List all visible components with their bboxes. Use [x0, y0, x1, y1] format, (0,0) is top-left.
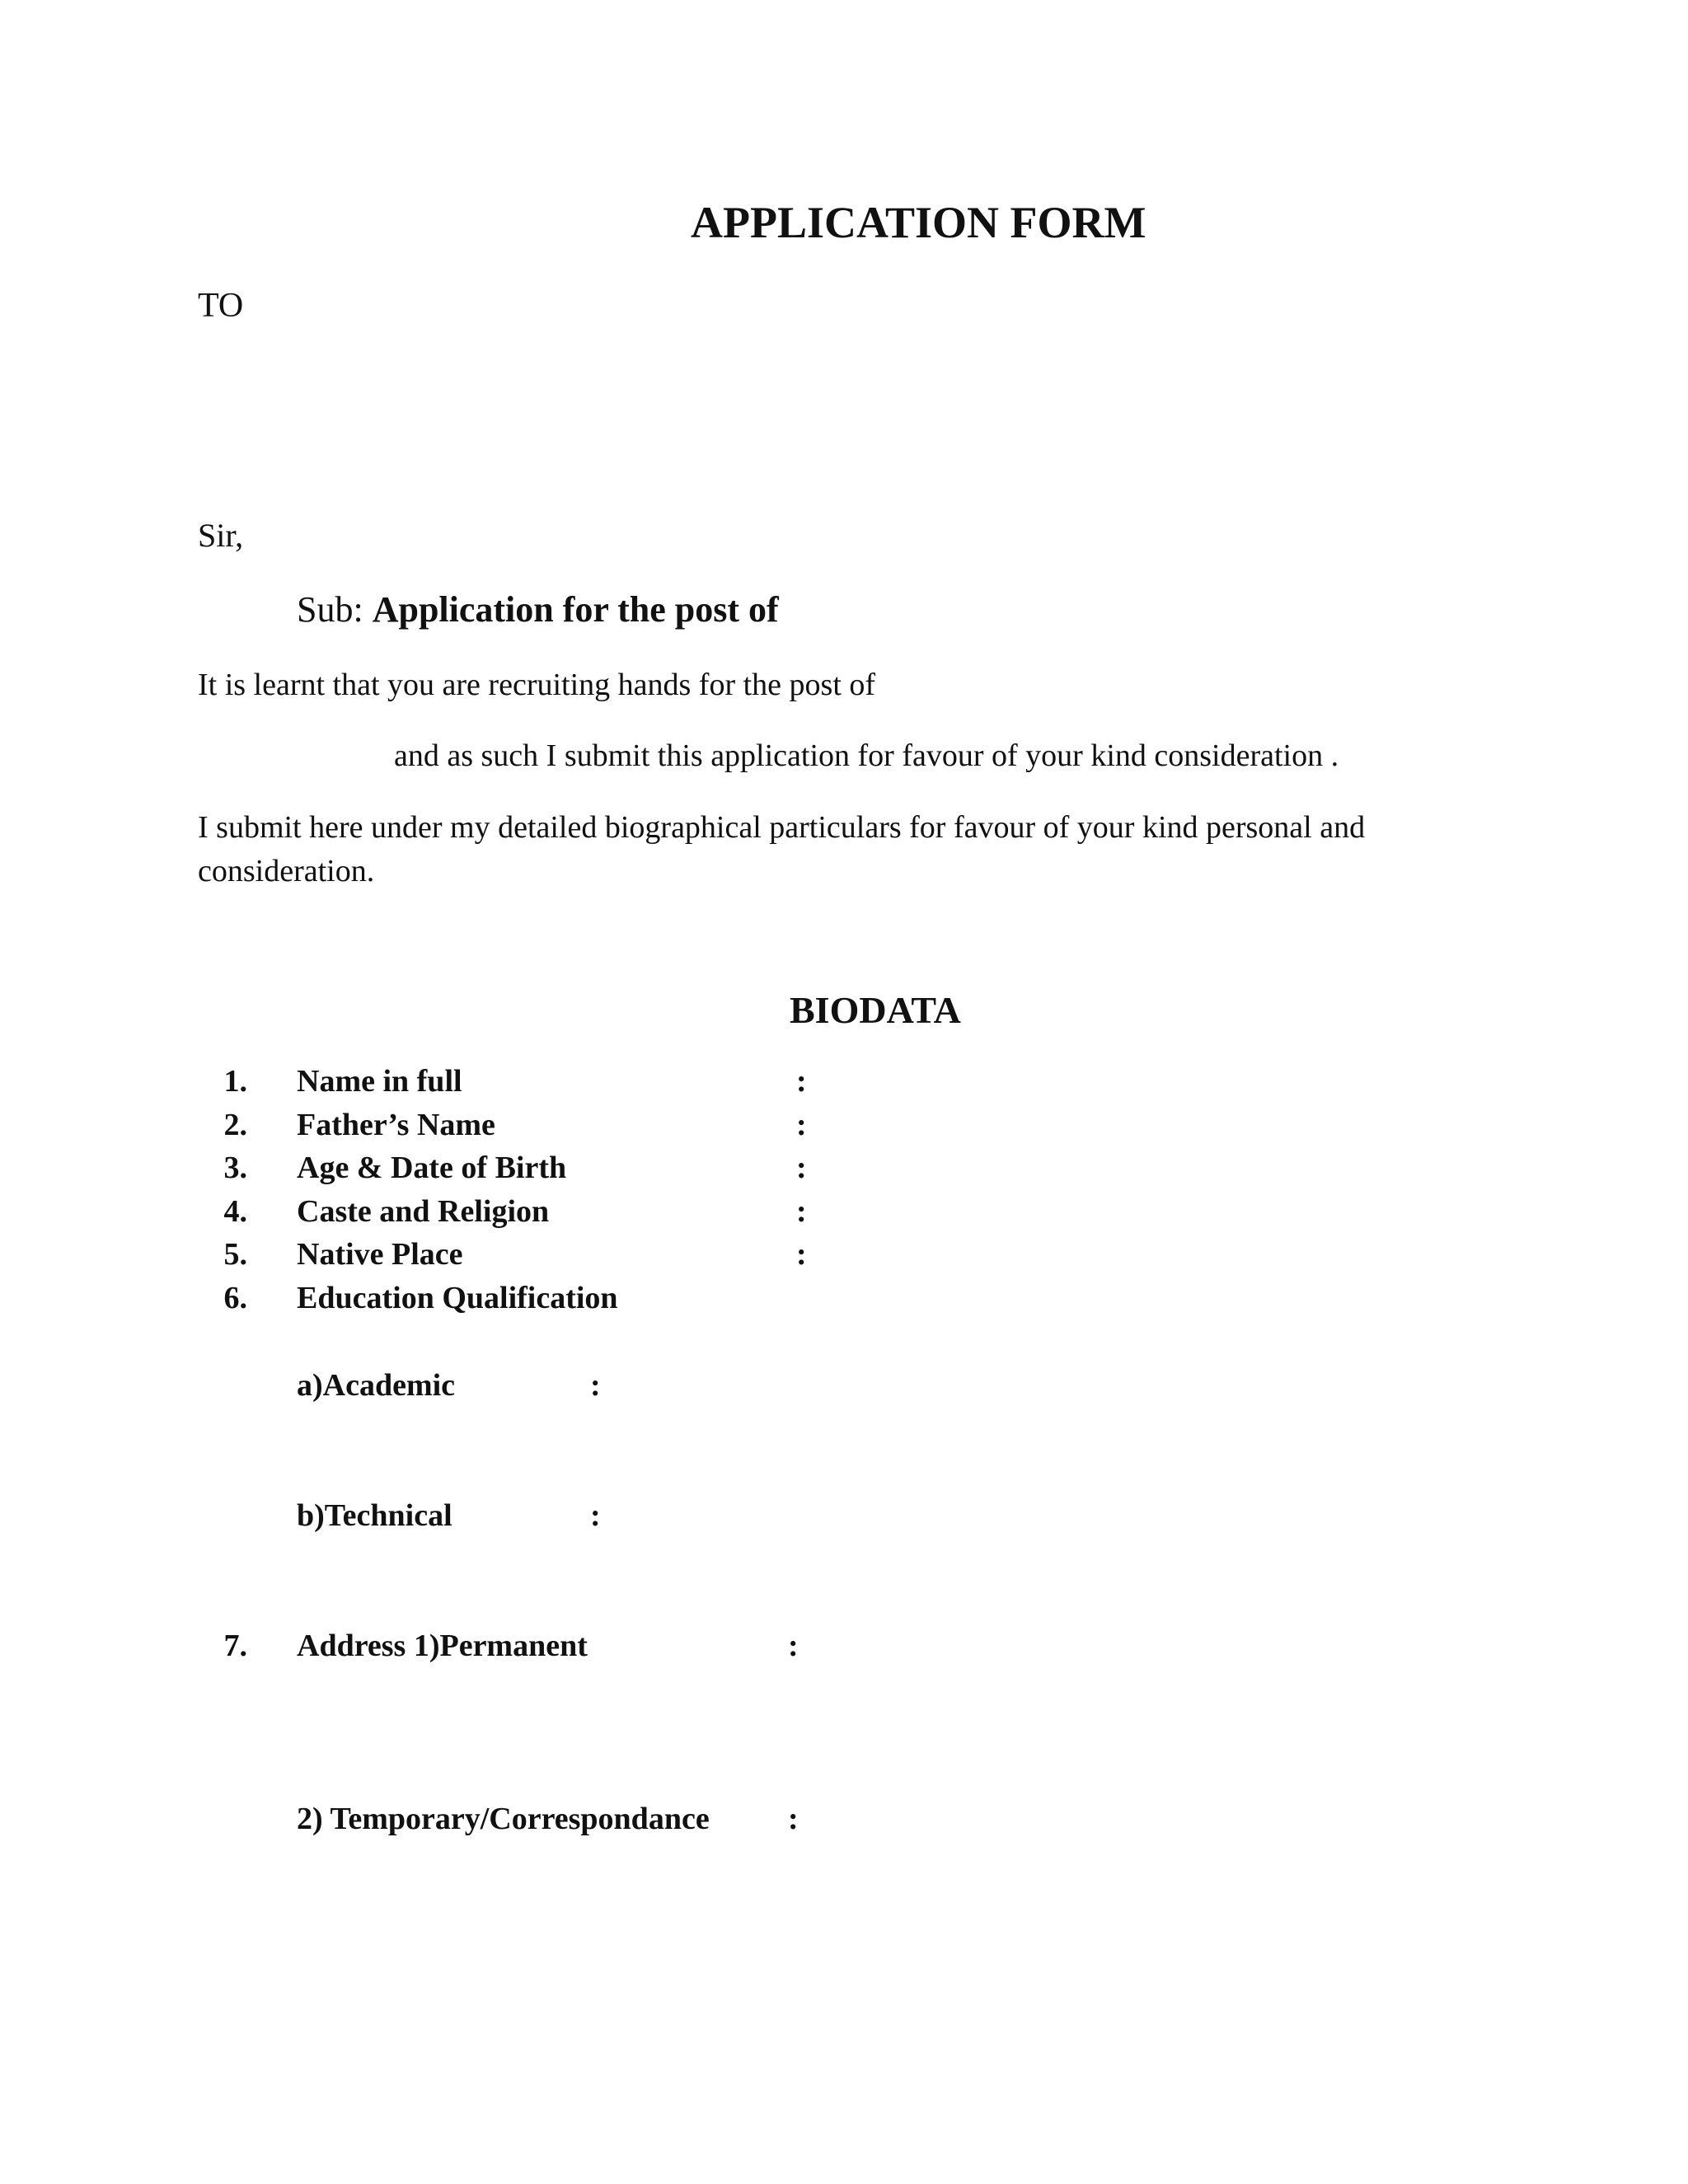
subject-line [297, 589, 779, 630]
colon-separator: : [788, 1629, 799, 1663]
colon-separator: : [788, 1802, 799, 1836]
field-name-in-full: Name in full [297, 1064, 462, 1099]
colon-separator: : [796, 1064, 807, 1099]
field-education-qualification: Education Qualification [297, 1281, 618, 1315]
item-number: 1. [223, 1064, 247, 1099]
paragraph-recruiting: It is learnt that you are recruiting hands for the post of [198, 668, 876, 702]
salutation: Sir, [198, 517, 244, 554]
item-number: 5. [223, 1237, 247, 1272]
item-number: 3. [223, 1151, 247, 1185]
biodata-title: BIODATA [790, 989, 961, 1031]
item-number: 7. [223, 1629, 247, 1663]
item-number: 4. [223, 1194, 247, 1229]
field-age-dob: Age & Date of Birth [297, 1151, 567, 1185]
paragraph-submit: and as such I submit this application for favour of your kind consideration . [394, 738, 1339, 773]
colon-separator: : [796, 1237, 807, 1272]
field-fathers-name: Father’s Name [297, 1108, 495, 1142]
colon-separator: : [590, 1498, 601, 1533]
field-technical: b)Technical [297, 1498, 452, 1533]
field-address-temporary: 2) Temporary/Correspondance [297, 1802, 710, 1836]
field-academic: a)Academic [297, 1368, 456, 1403]
item-number: 2. [223, 1108, 247, 1142]
field-address-permanent: Address 1)Permanent [297, 1629, 588, 1663]
field-caste-religion: Caste and Religion [297, 1194, 550, 1229]
colon-separator: : [796, 1108, 807, 1142]
colon-separator: : [590, 1368, 601, 1403]
field-native-place: Native Place [297, 1237, 463, 1272]
subject-prefix: Sub: [297, 589, 363, 630]
colon-separator: : [796, 1194, 807, 1229]
to-label: TO [198, 287, 244, 325]
colon-separator: : [796, 1151, 807, 1185]
form-title-text: APPLICATION FORM [691, 198, 1146, 247]
item-number: 6. [223, 1281, 247, 1315]
subject-text: Application for the post of [372, 589, 779, 630]
paragraph-biographical-cont: consideration. [198, 854, 375, 888]
paragraph-biographical: I submit here under my detailed biographical particulars for favour of your kind personal and [198, 810, 1366, 845]
